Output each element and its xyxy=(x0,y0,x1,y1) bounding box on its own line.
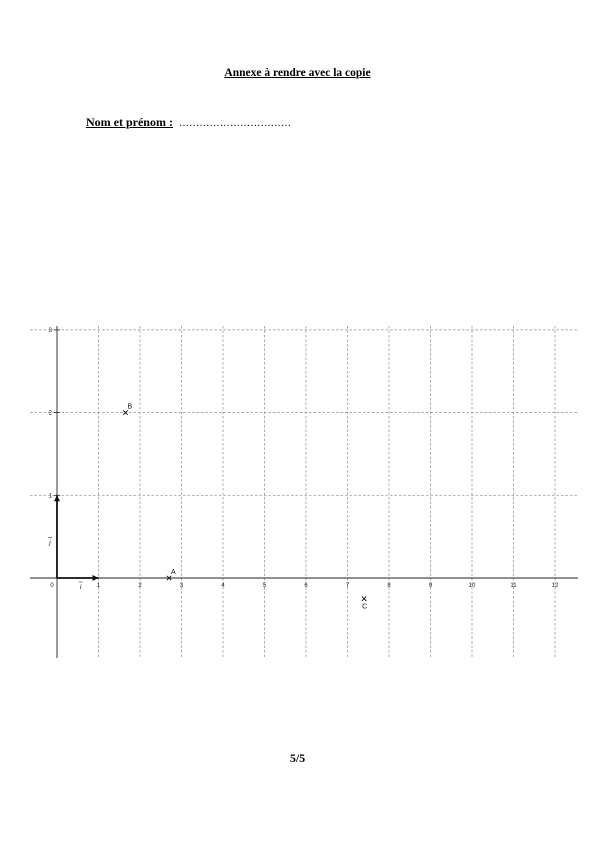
vector-j-label: j xyxy=(49,538,51,547)
x-tick-label-8: 8 xyxy=(387,583,391,589)
name-label: Nom et prénom : xyxy=(86,115,173,129)
vector-i-label: i xyxy=(79,583,82,591)
page-number: 5/5 xyxy=(289,751,306,765)
vector-j-arrowhead xyxy=(54,495,60,501)
y-tick-label-3: 3 xyxy=(48,327,52,334)
x-tick-label-3: 3 xyxy=(179,583,184,589)
unit-vectors xyxy=(48,495,99,591)
x-tick-label-4: 4 xyxy=(221,583,225,589)
vector-i-arrowhead xyxy=(93,575,99,581)
x-tick-label-2: 2 xyxy=(138,583,142,589)
x-tick-label-0: 0 xyxy=(50,583,54,589)
grid-lines xyxy=(30,326,578,658)
tick-labels xyxy=(49,328,559,589)
points xyxy=(123,404,367,611)
axes xyxy=(30,326,578,658)
annex-title: Annexe à rendre avec la copie xyxy=(224,67,371,79)
x-tick-label-10: 10 xyxy=(468,583,476,589)
x-tick-label-9: 9 xyxy=(428,583,433,589)
name-blank-dots[interactable]: …………………………… xyxy=(178,118,292,129)
x-tick-label-7: 7 xyxy=(345,583,350,589)
x-tick-label-12: 12 xyxy=(551,583,559,589)
point-A-label: A xyxy=(171,569,176,576)
point-B-label: B xyxy=(127,403,133,411)
y-tick-label-1: 1 xyxy=(48,493,52,500)
point-C-label: C xyxy=(362,603,368,611)
x-tick-label-6: 6 xyxy=(304,583,308,589)
y-tick-label-2: 2 xyxy=(48,410,52,417)
x-tick-label-11: 11 xyxy=(510,583,517,589)
x-tick-label-1: 1 xyxy=(96,583,101,589)
x-tick-label-5: 5 xyxy=(262,583,267,589)
